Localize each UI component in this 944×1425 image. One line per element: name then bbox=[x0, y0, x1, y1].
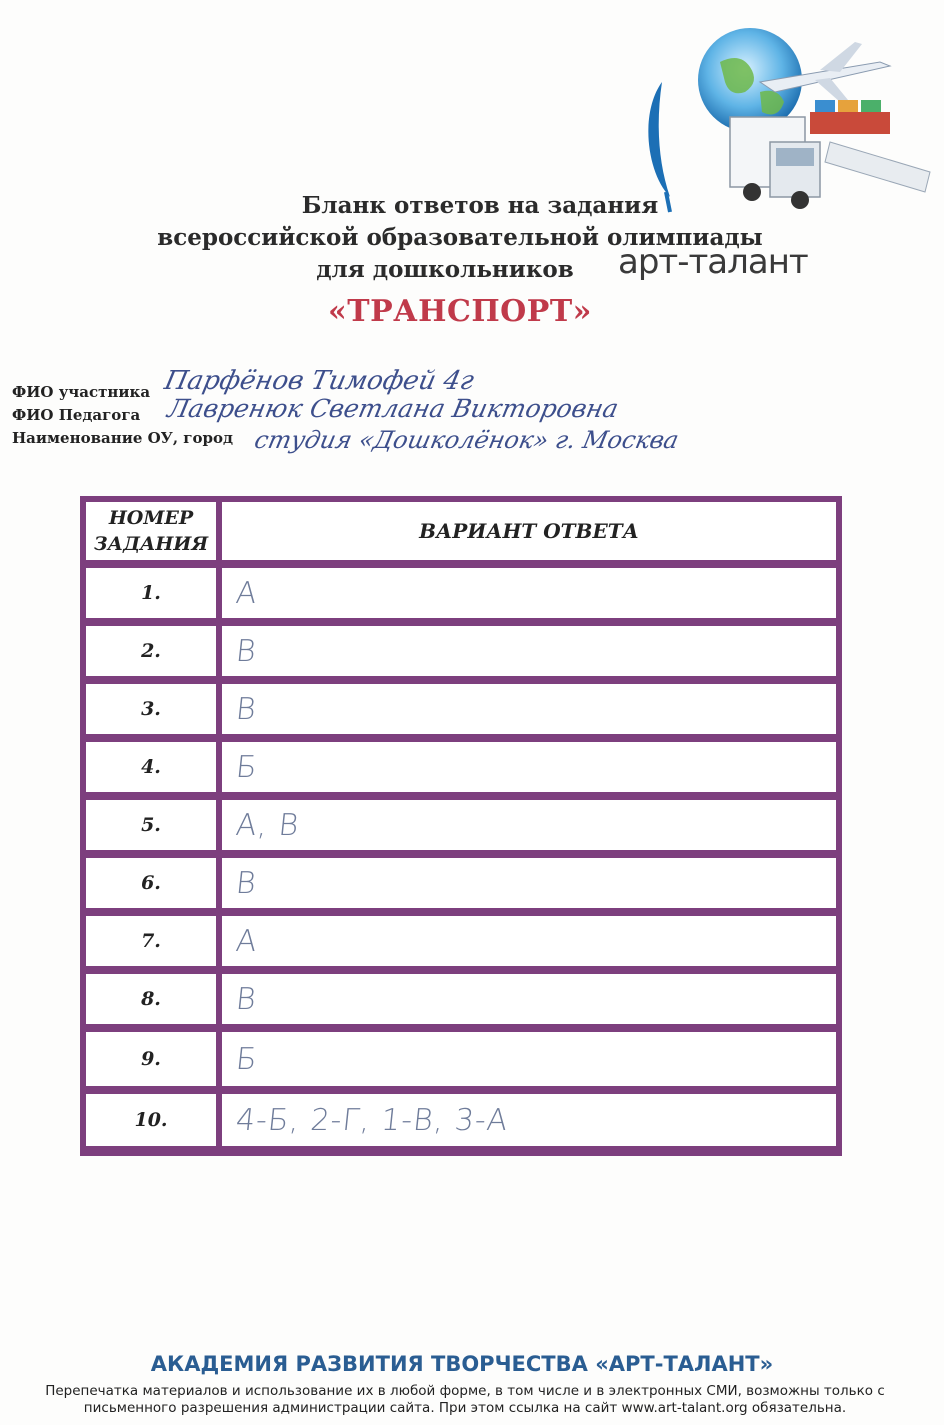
participant-name-label: ФИО участника bbox=[12, 383, 151, 401]
answer-cell[interactable] bbox=[222, 742, 836, 792]
table-row bbox=[86, 800, 836, 850]
answer-value: В bbox=[234, 633, 259, 669]
task-number: 4. bbox=[86, 742, 216, 792]
table-row bbox=[86, 742, 836, 792]
answer-value: А bbox=[234, 575, 260, 611]
logo-wordmark: арт-талант bbox=[618, 242, 808, 282]
task-number: 8. bbox=[86, 974, 216, 1024]
task-number: 5. bbox=[86, 800, 216, 850]
answer-cell[interactable] bbox=[222, 858, 836, 908]
task-number: 1. bbox=[86, 568, 216, 618]
task-number: 9. bbox=[86, 1032, 216, 1086]
answer-cell[interactable] bbox=[222, 568, 836, 618]
answer-header: ВАРИАНТ ОТВЕТА bbox=[222, 502, 836, 560]
answer-value: А, В bbox=[234, 807, 302, 843]
answer-cell[interactable] bbox=[222, 1094, 836, 1146]
heading-line-1: Бланк ответов на задания bbox=[301, 192, 659, 219]
answer-cell[interactable] bbox=[222, 684, 836, 734]
table-header-row bbox=[86, 502, 836, 560]
copyright-notice-line-1: Перепечатка материалов и использование их в любой форме, в том числе и в электронных СМИ, возможны только с bbox=[45, 1383, 885, 1399]
table-row bbox=[86, 1094, 836, 1146]
copyright-notice-line-2: письменного разрешения администрации сайта. При этом ссылка на сайт www.art-talant.org обязательна. bbox=[83, 1400, 847, 1416]
table-row bbox=[86, 568, 836, 618]
copyright-notice bbox=[40, 1383, 890, 1417]
table-row bbox=[86, 858, 836, 908]
table-row bbox=[86, 1032, 836, 1086]
teacher-name-value[interactable]: Лавренюк Светлана Викторовна bbox=[164, 394, 622, 423]
answer-cell[interactable] bbox=[222, 974, 836, 1024]
table-row bbox=[86, 626, 836, 676]
task-number: 6. bbox=[86, 858, 216, 908]
answer-cell[interactable] bbox=[222, 800, 836, 850]
task-number: 2. bbox=[86, 626, 216, 676]
task-number: 3. bbox=[86, 684, 216, 734]
answer-value: А bbox=[234, 923, 260, 959]
task-number-header-line-2: ЗАДАНИЯ bbox=[93, 533, 209, 555]
table-row bbox=[86, 916, 836, 966]
task-number: 10. bbox=[86, 1094, 216, 1146]
answer-cell[interactable] bbox=[222, 916, 836, 966]
participant-name-value[interactable]: Парфёнов Тимофей 4г bbox=[161, 366, 477, 396]
answers-table bbox=[80, 496, 842, 1156]
answer-value: В bbox=[234, 865, 259, 901]
organization-value[interactable]: студия «Дошколёнок» г. Москва bbox=[252, 426, 682, 454]
academy-footer-title: АКАДЕМИЯ РАЗВИТИЯ ТВОРЧЕСТВА «АРТ-ТАЛАНТ» bbox=[150, 1352, 774, 1376]
answer-value: Б bbox=[234, 1041, 260, 1077]
teacher-name-label: ФИО Педагога bbox=[12, 406, 141, 424]
table-row bbox=[86, 974, 836, 1024]
table-row bbox=[86, 684, 836, 734]
answer-value: Б bbox=[234, 749, 260, 785]
answer-value: В bbox=[234, 691, 259, 727]
task-number: 7. bbox=[86, 916, 216, 966]
olympiad-title: «ТРАНСПОРТ» bbox=[328, 294, 592, 329]
task-number-header bbox=[86, 502, 216, 560]
heading-line-3: для дошкольников bbox=[316, 256, 574, 283]
answer-cell[interactable] bbox=[222, 626, 836, 676]
form-heading bbox=[120, 190, 800, 286]
answer-value: 4-Б, 2-Г, 1-В, 3-А bbox=[234, 1102, 511, 1138]
answer-value: В bbox=[234, 981, 259, 1017]
organization-label: Наименование ОУ, город bbox=[12, 429, 233, 447]
answer-cell[interactable] bbox=[222, 1032, 836, 1086]
heading-line-2: всероссийской образовательной олимпиады bbox=[157, 224, 763, 251]
task-number-header-line-1: НОМЕР bbox=[108, 507, 194, 529]
